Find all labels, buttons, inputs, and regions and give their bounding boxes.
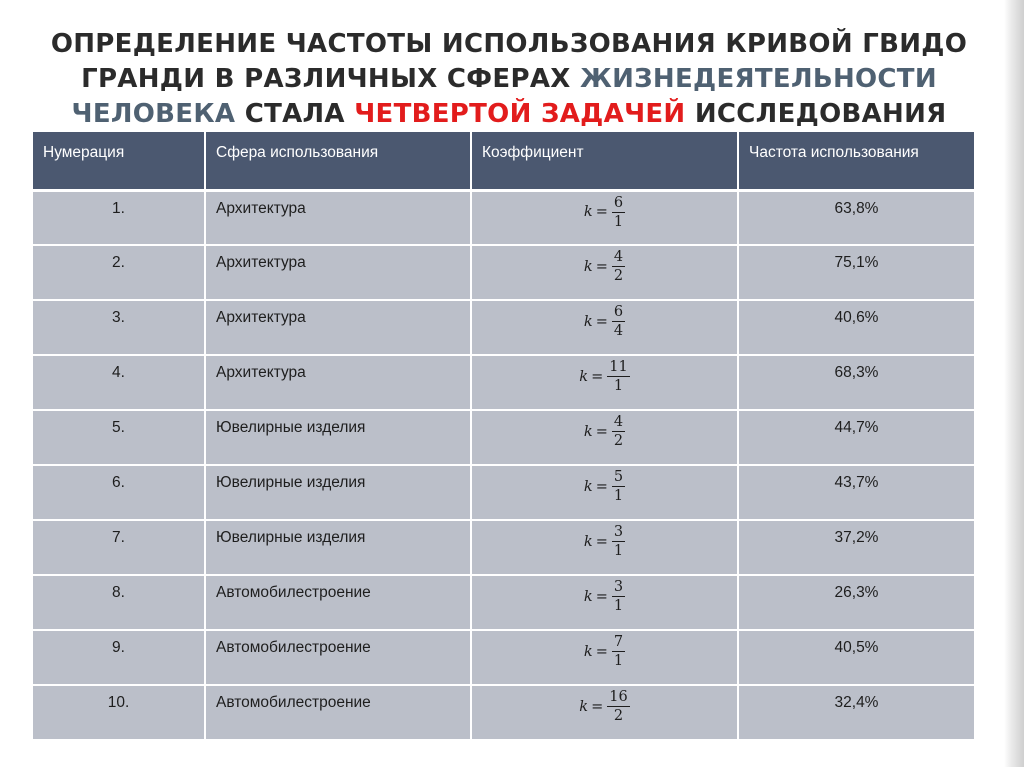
row-sphere: Автомобилестроение: [205, 575, 471, 630]
fraction-numerator: 4: [613, 249, 624, 265]
row-coefficient: [471, 575, 738, 630]
row-coefficient: [471, 190, 738, 245]
coef-equals: =: [591, 698, 604, 715]
coef-symbol: k: [583, 313, 593, 330]
fraction-denominator: 1: [613, 653, 624, 669]
row-coefficient: [471, 410, 738, 465]
table-row: [33, 410, 974, 465]
row-number: 4.: [33, 355, 205, 410]
coef-symbol: k: [583, 478, 593, 495]
fraction-numerator: 5: [613, 469, 624, 485]
row-sphere: Архитектура: [205, 190, 471, 245]
fraction-denominator: 1: [613, 598, 624, 614]
coef-symbol: k: [583, 258, 593, 275]
coef-fraction: [612, 194, 625, 231]
row-sphere: Архитектура: [205, 355, 471, 410]
coefficient-formula: [584, 578, 625, 615]
fraction-numerator: 3: [613, 579, 624, 595]
fraction-denominator: 1: [613, 378, 624, 394]
table-row: [33, 190, 974, 245]
coef-equals: =: [595, 313, 608, 330]
table-row: [33, 630, 974, 685]
coef-symbol: k: [579, 698, 589, 715]
coefficient-formula: [579, 358, 629, 395]
row-number: 2.: [33, 245, 205, 300]
coef-equals: =: [595, 423, 608, 440]
coef-equals: =: [591, 368, 604, 385]
row-sphere: Ювелирные изделия: [205, 465, 471, 520]
title-line-1: ОПРЕДЕЛЕНИЕ ЧАСТОТЫ ИСПОЛЬЗОВАНИЯ КРИВОЙ ГВИДО: [50, 29, 968, 59]
coefficient-formula: [584, 413, 625, 450]
row-number: 10.: [33, 685, 205, 740]
coefficient-formula: [584, 194, 625, 231]
row-sphere: Автомобилестроение: [205, 630, 471, 685]
row-coefficient: [471, 300, 738, 355]
row-frequency: 43,7%: [738, 465, 974, 520]
coef-equals: =: [595, 204, 608, 220]
row-number: 6.: [33, 465, 205, 520]
row-sphere: Автомобилестроение: [205, 685, 471, 740]
row-frequency: 32,4%: [738, 685, 974, 740]
coef-symbol: k: [583, 423, 593, 440]
coefficient-formula: [579, 688, 629, 725]
coef-equals: =: [595, 643, 608, 660]
table-row: [33, 300, 974, 355]
fraction-denominator: 2: [613, 708, 624, 724]
row-number: 8.: [33, 575, 205, 630]
header-coefficient: Коэффициент: [471, 132, 738, 190]
slide-edge-shadow: [1004, 0, 1024, 767]
header-numbering: Нумерация: [33, 132, 205, 190]
table-header-row: [33, 132, 974, 190]
fraction-numerator: 11: [609, 359, 628, 375]
title-highlight-gray: ЖИЗНЕДЕЯТЕЛЬНОСТИ: [579, 64, 937, 94]
row-frequency: 40,5%: [738, 630, 974, 685]
coefficient-formula: [584, 523, 625, 560]
row-coefficient: [471, 630, 738, 685]
row-sphere: Архитектура: [205, 245, 471, 300]
fraction-numerator: 16: [609, 689, 628, 705]
row-coefficient: [471, 355, 738, 410]
fraction-denominator: 1: [613, 213, 624, 230]
coefficient-formula: [584, 633, 625, 670]
title-highlight-red: ЧЕТВЕРТОЙ ЗАДАЧЕЙ: [354, 99, 686, 129]
coef-equals: =: [595, 258, 608, 275]
row-frequency: 37,2%: [738, 520, 974, 575]
header-sphere: Сфера использования: [205, 132, 471, 190]
fraction-denominator: 2: [613, 433, 624, 449]
coef-fraction: [612, 578, 625, 615]
coefficient-formula: [584, 468, 625, 505]
row-number: 7.: [33, 520, 205, 575]
title-line-2: ГРАНДИ В РАЗЛИЧНЫХ СФЕРАХ ЖИЗНЕДЕЯТЕЛЬНОСТИ: [81, 64, 937, 94]
fraction-numerator: 7: [613, 634, 624, 650]
fraction-denominator: 1: [613, 543, 624, 559]
table-row: [33, 685, 974, 740]
coefficient-formula: [584, 303, 625, 340]
coef-symbol: k: [583, 204, 593, 220]
coef-symbol: k: [583, 588, 593, 605]
row-frequency: 75,1%: [738, 245, 974, 300]
fraction-denominator: 2: [613, 268, 624, 284]
table-row: [33, 520, 974, 575]
coef-symbol: k: [583, 643, 593, 660]
table-body: [33, 190, 974, 740]
title-line-3: ЧЕЛОВЕКА СТАЛА ЧЕТВЕРТОЙ ЗАДАЧЕЙ ИССЛЕДОВАНИЯ: [71, 99, 947, 129]
title-highlight-gray-2: ЧЕЛОВЕКА: [71, 99, 236, 129]
slide-title: [14, 27, 1004, 132]
fraction-numerator: 3: [613, 524, 624, 540]
row-sphere: Ювелирные изделия: [205, 520, 471, 575]
row-number: 1.: [33, 190, 205, 245]
fraction-denominator: 4: [613, 323, 624, 339]
fraction-numerator: 4: [613, 414, 624, 430]
coef-fraction: [612, 523, 625, 560]
coef-fraction: [612, 248, 625, 285]
coef-fraction: [612, 413, 625, 450]
row-sphere: Архитектура: [205, 300, 471, 355]
row-coefficient: [471, 685, 738, 740]
coef-fraction: [607, 358, 629, 395]
row-number: 3.: [33, 300, 205, 355]
fraction-denominator: 1: [613, 488, 624, 504]
table-row: [33, 245, 974, 300]
coef-fraction: [607, 688, 629, 725]
row-frequency: 44,7%: [738, 410, 974, 465]
row-frequency: 68,3%: [738, 355, 974, 410]
row-coefficient: [471, 245, 738, 300]
coef-fraction: [612, 468, 625, 505]
coef-equals: =: [595, 588, 608, 605]
coef-fraction: [612, 633, 625, 670]
coef-equals: =: [595, 533, 608, 550]
coef-symbol: k: [583, 533, 593, 550]
fraction-numerator: 6: [613, 194, 624, 211]
coef-fraction: [612, 303, 625, 340]
coef-symbol: k: [579, 368, 589, 385]
table-row: [33, 355, 974, 410]
row-number: 5.: [33, 410, 205, 465]
table-row: [33, 575, 974, 630]
row-frequency: 26,3%: [738, 575, 974, 630]
row-coefficient: [471, 465, 738, 520]
table-row: [33, 465, 974, 520]
frequency-table: [33, 132, 974, 741]
row-coefficient: [471, 520, 738, 575]
row-frequency: 63,8%: [738, 190, 974, 245]
row-number: 9.: [33, 630, 205, 685]
coef-equals: =: [595, 478, 608, 495]
row-frequency: 40,6%: [738, 300, 974, 355]
row-sphere: Ювелирные изделия: [205, 410, 471, 465]
coefficient-formula: [584, 248, 625, 285]
fraction-numerator: 6: [613, 304, 624, 320]
header-frequency: Частота использования: [738, 132, 974, 190]
